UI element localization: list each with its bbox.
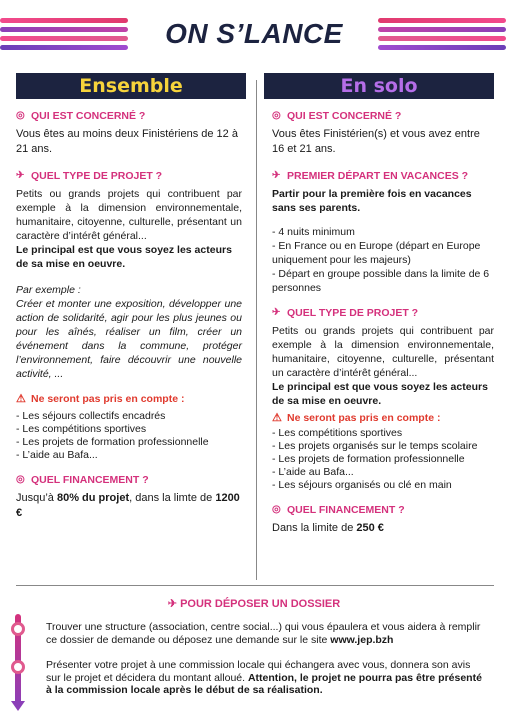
- depart-bold: Partir pour la première fois en vacances sans ses parents.: [272, 188, 472, 214]
- list-item: - En France ou en Europe (départ en Europe uniquement pour les majeurs): [272, 240, 481, 266]
- bottom-divider: [16, 585, 494, 586]
- list-item: - 4 nuits minimum: [272, 226, 355, 238]
- list-item: - Départ en groupe possible dans la limite de 6 personnes: [272, 268, 490, 294]
- decorative-stripes-right: [378, 18, 508, 54]
- step-2-text: Présenter votre projet à une commission locale qui échangera avec vous, donnera son avis sur le projet et décidera du montant alloué. Attention, le projet ne pourra pas être présenté à la commission locale après le début de sa réalisation.: [46, 659, 482, 696]
- section-title-dossier: ✈ POUR DÉPOSER UN DOSSIER: [167, 598, 341, 610]
- target-icon: ◎: [272, 110, 281, 121]
- list-item: - Les projets de formation professionnelle: [16, 436, 209, 448]
- projet-text: Petits ou grands projets qui contribuent par exemple à la dimension environnementale, humanitaire, citoyenne, culturelle, présentant un caractère d’intérêt général...: [272, 325, 494, 379]
- section-title-projet: ✈ QUEL TYPE DE PROJET ?: [16, 170, 163, 182]
- step-1-dot: [11, 622, 25, 636]
- financement-text: Dans la limite de 250 €: [272, 522, 384, 534]
- title-banner: [0, 14, 508, 58]
- section-title-projet: ✈ QUEL TYPE DE PROJET ?: [272, 307, 419, 319]
- example-label: Par exemple :: [16, 284, 81, 296]
- list-item: - Les compétitions sportives: [16, 423, 147, 435]
- ensemble-column: [16, 110, 242, 534]
- list-item: - Les projets organisés sur le temps scolaire: [272, 440, 478, 452]
- projet-bold: Le principal est que vous soyez les acteurs de sa mise en oeuvre.: [16, 244, 232, 270]
- heading-ensemble: Ensemble: [16, 73, 246, 99]
- projet-text: Petits ou grands projets qui contribuent par exemple à la dimension environnementale, humanitaire, citoyenne, culturelle, présentant un caractère d’intérêt général...: [16, 188, 242, 242]
- arrow-down-icon: [11, 701, 25, 711]
- list-item: - Les projets de formation professionnelle: [272, 453, 465, 465]
- list-item: - L’aide au Bafa...: [272, 466, 354, 478]
- depart-list: [272, 225, 494, 295]
- section-title-concerne: ◎ QUI EST CONCERNÉ ?: [272, 110, 402, 122]
- warning-icon: ⚠: [272, 412, 282, 424]
- list-item: - Les séjours organisés ou clé en main: [272, 479, 452, 491]
- example-text: Créer et monter une exposition, développer une action de solidarité, agir pour les plus jeunes ou pour les aînés, réaliser un film, créer un événement dans la commune, protéger l’environnement, faire découvrir une nouvelle activité, ...: [16, 298, 242, 380]
- list-item: - L’aide au Bafa...: [16, 449, 98, 461]
- concerne-text: Vous êtes au moins deux Finistériens de 12 à 21 ans.: [16, 128, 238, 155]
- target-icon: ◎: [16, 474, 25, 485]
- section-title-financement: ◎ QUEL FINANCEMENT ?: [272, 504, 405, 516]
- plane-icon: ✈: [167, 598, 181, 610]
- plane-icon: ✈: [272, 307, 281, 318]
- plane-icon: ✈: [16, 170, 25, 181]
- list-item: - Les compétitions sportives: [272, 427, 403, 439]
- step-2-dot: [11, 660, 25, 674]
- projet-bold: Le principal est que vous soyez les acteurs de sa mise en oeuvre.: [272, 381, 488, 407]
- section-title-exclusions: ⚠ Ne seront pas pris en compte :: [272, 412, 441, 424]
- en-solo-column: [272, 110, 494, 550]
- section-title-exclusions: ⚠ Ne seront pas pris en compte :: [16, 393, 185, 405]
- exclusions-list: [272, 427, 494, 492]
- concerne-text: Vous êtes Finistérien(s) et vous avez entre 16 et 21 ans.: [272, 128, 480, 155]
- warning-icon: ⚠: [16, 393, 26, 405]
- list-item: - Les séjours collectifs encadrés: [16, 410, 166, 422]
- target-icon: ◎: [272, 504, 281, 515]
- exclusions-list: [16, 410, 242, 462]
- target-icon: ◎: [16, 110, 25, 121]
- financement-text: Jusqu’à 80% du projet, dans la limte de 1200 €: [16, 492, 240, 519]
- step-1-text: Trouver une structure (association, centre social...) qui vous épaulera et vous aidera à remplir ce dossier de demande ou déposez une demande sur le site www.jep.bzh: [46, 621, 481, 646]
- column-divider: [256, 80, 257, 580]
- section-title-depart: ✈ PREMIER DÉPART EN VACANCES ?: [272, 170, 469, 182]
- section-title-financement: ◎ QUEL FINANCEMENT ?: [16, 474, 149, 486]
- page-title: ON S’LANCE: [165, 18, 343, 49]
- section-title-concerne: ◎ QUI EST CONCERNÉ ?: [16, 110, 146, 122]
- heading-en-solo: En solo: [264, 73, 494, 99]
- plane-icon: ✈: [272, 170, 281, 181]
